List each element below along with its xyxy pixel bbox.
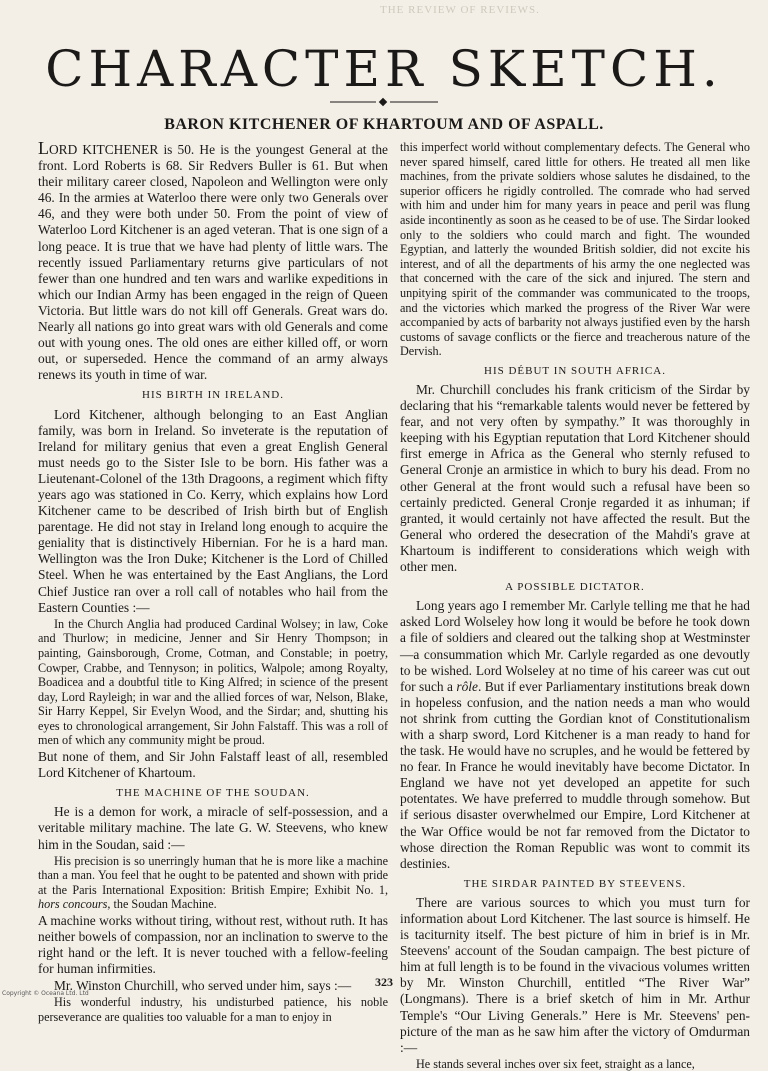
quotation-steevens-portrait: He stands several inches over six feet, straight as a lance,	[416, 1056, 695, 1071]
dictator-italic: rôle	[456, 678, 478, 694]
machine-description-paragraph: A machine works without tiring, without rest, without ruth. It has neither bowels of compassion, nor an inclination to swerve to the right hand or the left. It is never touched with a fellow-feeling for human infirmities.	[38, 913, 388, 977]
quote-text-end: , the Soudan Machine.	[107, 897, 217, 912]
section-heading-dictator: A POSSIBLE DICTATOR.	[505, 581, 645, 594]
faint-running-header: THE REVIEW OF REVIEWS.	[380, 4, 540, 16]
quotation-steevens	[38, 854, 388, 912]
section-heading-birth: HIS BIRTH IN IRELAND.	[142, 389, 284, 402]
machine-paragraph: He is a demon for work, a miracle of self-possession, and a veritable military machine. The late G. W. Steevens, who knew him in the Soudan, said :—	[38, 804, 388, 852]
article-subtitle: BARON KITCHENER OF KHARTOUM AND OF ASPALL.	[164, 116, 604, 133]
birth-paragraph: Lord Kitchener, although belonging to an East Anglian family, was born in Ireland. So inveterate is the reputation of Ireland for military genius that even a great English General must needs go to the Sister Isle to be born. His father was a Lieutenant-Colonel of the 13th Dragoons, a regiment which fifty years ago was stationed in Co. Kerry, which explains how Lord Kitchener came to be described of Irish birth but of English parentage. He did not stay in Ireland long enough to acquire the geniality that is distinctively Hibernian. For he is a hard man. Wellington was the Iron Duke; Kitchener is the Lord of Chilled Steel. When he was entertained by the East Anglians, the Lord Chief Justice ran over a roll call of notables who hail from the Eastern Counties :—	[38, 406, 388, 615]
drop-cap: L	[38, 138, 49, 158]
section-heading-steevens: THE SIRDAR PAINTED BY STEEVENS.	[463, 877, 687, 890]
copyright-notice: Copyright © Oceana Ltd. Ltd	[2, 990, 89, 997]
quotation-churchill-continued: this imperfect world without complementary defects. The General who never spared himself, cared little for others. He treated all men like machines, from the private soldiers whose salutes he disdained, to the superior officers he rigidly controlled. The comrade who had served with him and under him for many years in peace and peril was flung aside incontinently as soon as he ceased to be of use. The Sirdar looked only to the soldiers who could march and fight. The wounded Egyptian, and latterly the wounded British soldier, did not excite his interest, and of all the departments of his army the one neglected was that concerned with the care of the sick and injured. The stern and unpitying spirit of the commander was communicated to the troops, and the victories which marked the progress of the River War were accompanied by acts of barbarity not always justified even by the harsh customs of savage conflicts or the fierce and treacherous nature of the Dervish.	[400, 140, 750, 359]
falstaff-paragraph: But none of them, and Sir John Falstaff least of all, resembled Lord Kitchener of Khartoum.	[38, 749, 388, 781]
quote-italic: hors concours	[38, 897, 108, 912]
opening-paragraph	[38, 140, 388, 383]
quotation-east-anglia: In the Church Anglia had produced Cardinal Wolsey; in law, Coke and Thurlow; in medicine, Jenner and Sir Henry Thompson; in painting, Gainsborough, Crome, Cotman, and Constable; in poetry, Cowper, Crabbe, and Tennyson; in politics, Walpole; among Royalty, Boadicea and a doubtful title to King Alfred; in science of the present day, Lord Rayleigh; in war and the allied forces of war, Nelson, Blake, Sir Harry Keppel, Sir Evelyn Wood, and the Sirdar; and, shutting his eyes to chronological arrangement, Sir John Falstaff. This was a roll of men of which any community might be proud.	[38, 616, 388, 748]
section-heading-machine: THE MACHINE OF THE SOUDAN.	[116, 787, 310, 800]
ornament-divider	[330, 99, 438, 105]
dictator-paragraph	[400, 598, 750, 872]
section-heading-debut: HIS DÉBUT IN SOUTH AFRICA.	[484, 364, 666, 377]
quote-text: His precision is so unerringly human that he is more like a machine than a man. You feel that he ought to be patented and shown with pride at the Paris International Exposition: British Empire; Exhibit No. 1,	[38, 853, 388, 897]
steevens-paragraph: There are various sources to which you must turn for information about Lord Kitchener. The last source is himself. He is taciturnity itself. The best picture of him in brief is in Mr. Steevens' account of the Soudan campaign. The best picture of him at full length is to be found in the vivacious volumes written by Mr. Winston Churchill, entitled “The River War” (Longmans). There is a brief sketch of him in Mr. Arthur Temple's “Our Living Generals.” Here is Mr. Steevens' pen-picture of the man as he saw him after the victory of Omdurman :—	[400, 894, 750, 1055]
page-number: 323	[375, 975, 393, 989]
quotation-churchill: His wonderful industry, his undisturbed patience, his noble perseverance are qualities too valuable for a man to enjoy in	[38, 995, 388, 1025]
churchill-intro-paragraph: Mr. Winston Churchill, who served under him, says :—	[54, 978, 352, 994]
debut-paragraph: Mr. Churchill concludes his frank criticism of the Sirdar by declaring that his “remarkable talents would never be fettered by fear, and not very often by sympathy.” It was thoroughly in keeping with his Egyptian reputation that Lord Kitchener should first emerge in Africa as the General who sternly refused to General Cronje an armistice in which to bury his dead. From no other General at the front would such a refusal have been so certainly predicted. General Cronje regarded it as inhuman; if granted, it would certainly not have affected the result. But the General who ordered the desecration of the Mahdi's grave at Khartoum is indifferent to considerations which weigh with other men.	[400, 382, 750, 575]
opening-paragraph-text: ORD KITCHENER is 50. He is the youngest General at the front. Lord Roberts is 68. Sir Redvers Buller is 61. But when their military career closed, Napoleon and Wellington were only 46. In the armies at Waterloo there were only two Generals over 46, and they were both under 50. From the point of view of Waterloo Lord Kitchener is an aged veteran. That is one sign of a long peace. It is true that we have had plenty of little wars. The recently issued Parliamentary returns give particulars of not fewer than one hundred and ten wars and warlike expeditions in which our Indian Army has been engaged in the reign of Queen Victoria. But little wars do not kill off Generals. Great wars do. Nearly all nations go into great wars with old Generals and come out with young ones. The old ones are either killed off, or worn out, or superseded. Hence the command of an army always renews its youth in time of war.	[38, 142, 388, 383]
dictator-text: Long years ago I remember Mr. Carlyle telling me that he had asked Lord Wolseley how long it would be before he took down a file of soldiers and cleared out the talking shop at Westminster—a consummation which Mr. Carlyle regarded as one devoutly to be wished. Lord Wolseley at no time of his career was cut out for such a	[400, 598, 750, 694]
dictator-text-end: . But if ever Parliamentary institutions break down in hopeless confusion, and the nation needs a man who would not shrink from cutting the Gordian knot of Constitutionalism with a sharp sword, Lord Kitchener is a man ready to hand for the task. He would have no scruples, and he would be fettered by no fear. In France he would inevitably have become Dictator. In England we have not yet developed an appetite for such potentates. We have preferred to muddle through somehow. But if serious disaster overwhelmed our Empire, Lord Kitchener at the War Office would be not far removed from the Dictator to whose direction the Roman Republic was wont to commit its destinies.	[400, 678, 750, 871]
right-column	[400, 140, 750, 1071]
page-title: CHARACTER SKETCH.	[45, 40, 723, 98]
